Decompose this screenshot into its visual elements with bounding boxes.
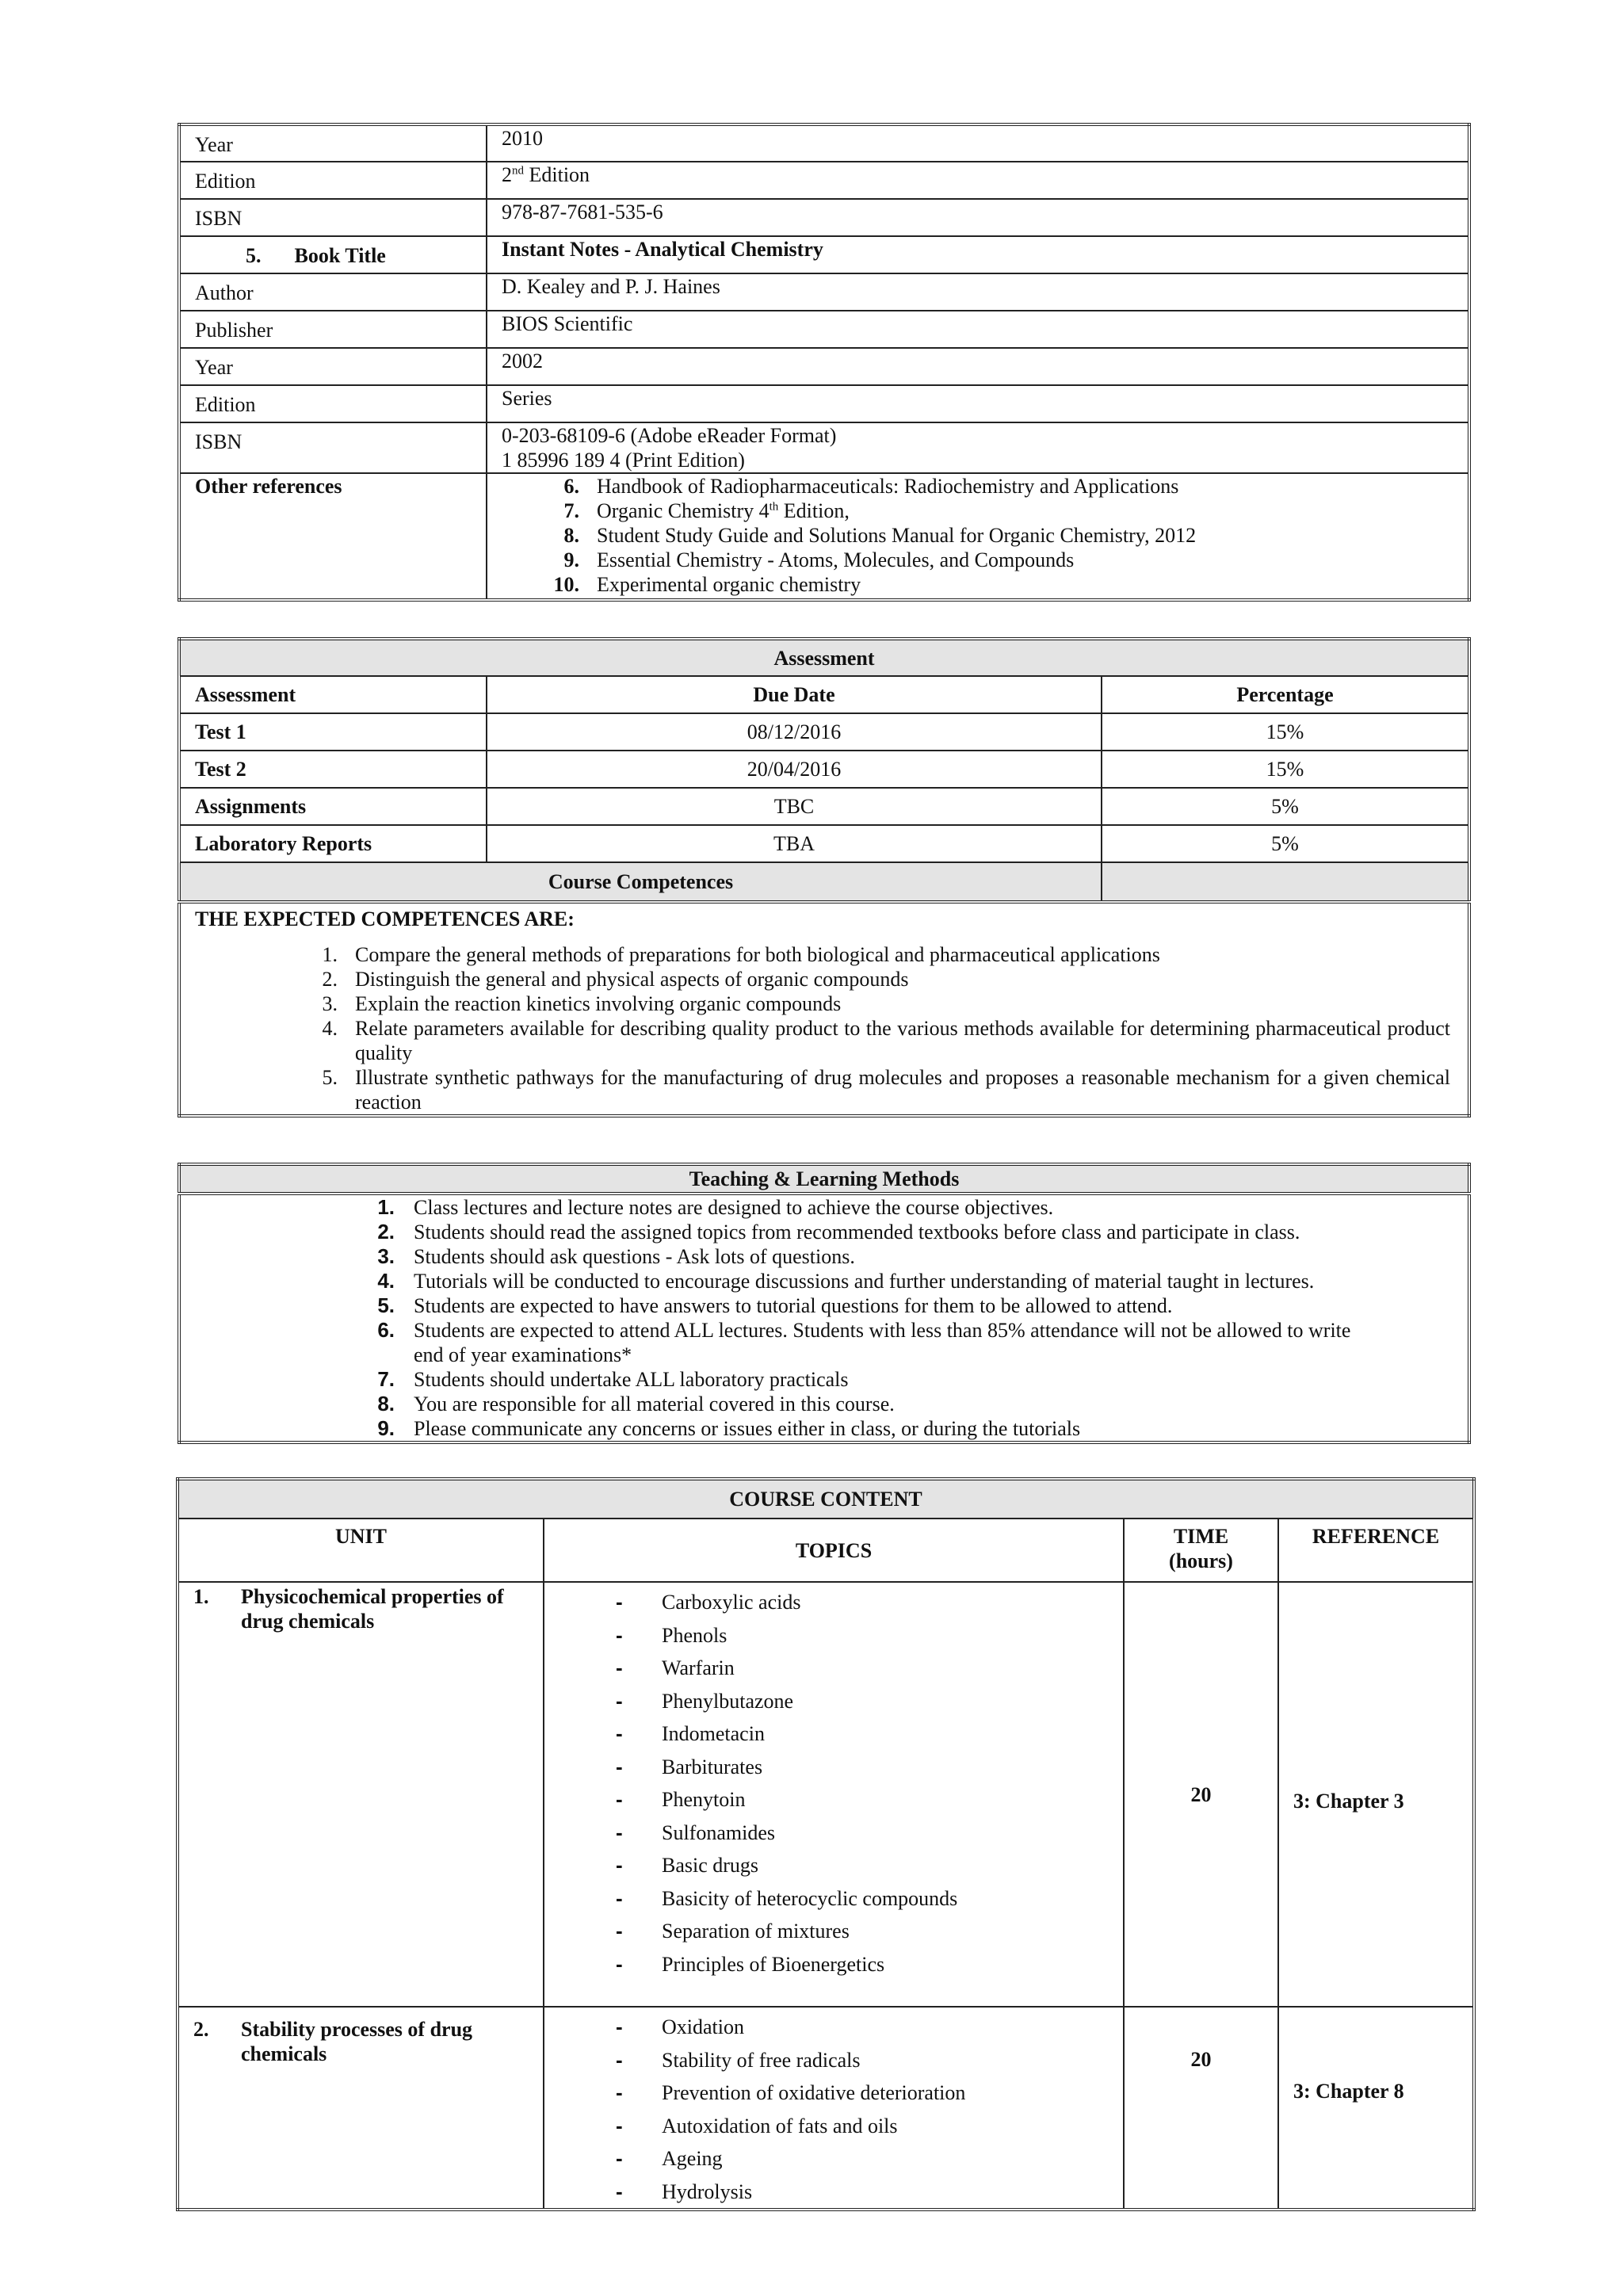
time-cell: 20 xyxy=(1124,2007,1278,2210)
course-content-header-row xyxy=(178,1519,1474,1582)
book-info-row xyxy=(179,311,1469,348)
book-info-label: ISBN xyxy=(179,422,487,473)
book-info-row xyxy=(179,422,1469,473)
reference-cell: 3: Chapter 8 xyxy=(1278,2007,1474,2210)
topic-item: - Oxidation xyxy=(616,2015,744,2039)
unit-number: 1. xyxy=(193,1585,209,1608)
topic-item: - Basicity of heterocyclic compounds xyxy=(616,1885,958,1910)
reference-item: 6. Handbook of Radiopharmaceuticals: Radiochemistry and Applications xyxy=(563,475,1179,498)
teaching-item: 2. Students should read the assigned topics from recommended textbooks before class and participate in class. xyxy=(377,1220,1300,1244)
teaching-item: 9. Please communicate any concerns or issues either in class, or during the tutorials xyxy=(377,1416,1081,1440)
percentage-header: Percentage xyxy=(1102,676,1469,713)
unit-header: UNIT xyxy=(178,1519,544,1582)
competences-list xyxy=(195,942,1450,1114)
time-header: TIME (hours) xyxy=(1124,1519,1278,1582)
unit-cell xyxy=(178,1582,544,2007)
reference-header: REFERENCE xyxy=(1278,1519,1474,1582)
book-info-row xyxy=(179,162,1469,199)
book-info-row xyxy=(179,236,1469,273)
edition-word: Edition xyxy=(524,163,590,186)
topic-item: - Phenytoin xyxy=(616,1787,746,1812)
teaching-title-row xyxy=(179,1164,1469,1194)
teaching-item: 1. Class lectures and lecture notes are designed to achieve the course objectives. xyxy=(377,1195,1054,1219)
topic-item: - Barbiturates xyxy=(616,1754,763,1778)
topic-item: - Phenols xyxy=(616,1622,727,1647)
course-content-table xyxy=(176,1477,1476,2211)
competences-row xyxy=(179,902,1469,1116)
book-title-text: Book Title xyxy=(294,244,386,267)
topic-item: - Prevention of oxidative deterioration xyxy=(616,2080,966,2105)
competence-item: 3. Explain the reaction kinetics involving organic compounds xyxy=(322,992,842,1015)
unit-name: Stability processes of drug chemicals xyxy=(241,2018,473,2065)
assessment-percentage: 5% xyxy=(1102,788,1469,825)
topic-item: - Sulfonamides xyxy=(616,1820,775,1844)
book-info-value xyxy=(487,422,1469,473)
teaching-list-row xyxy=(179,1194,1469,1442)
reference-cell: 3: Chapter 3 xyxy=(1278,1582,1474,2007)
topic-item: - Warfarin xyxy=(616,1656,735,1680)
assessment-percentage: 5% xyxy=(1102,825,1469,862)
course-content-title: COURSE CONTENT xyxy=(178,1479,1474,1519)
teaching-item: 7. Students should undertake ALL laboratory practicals xyxy=(377,1367,849,1391)
topic-item: - Hydrolysis xyxy=(616,2179,753,2203)
book-info-value: BIOS Scientific xyxy=(487,311,1469,348)
assessment-date: 08/12/2016 xyxy=(487,713,1102,751)
assessment-name: Assignments xyxy=(179,788,487,825)
topic-item: - Basic drugs xyxy=(616,1853,759,1878)
book-info-label: Year xyxy=(179,124,487,162)
competences-title: Course Competences xyxy=(179,862,1102,902)
competence-item: 4. Relate parameters available for describing quality product to the various methods available for determining pharmaceutical product quality xyxy=(322,1017,1450,1064)
teaching-methods-table xyxy=(178,1163,1471,1444)
book-info-table xyxy=(178,123,1471,602)
assessment-percentage: 15% xyxy=(1102,751,1469,788)
assessment-date: 20/04/2016 xyxy=(487,751,1102,788)
reference-item: 9. Essential Chemistry - Atoms, Molecules, and Compounds xyxy=(563,548,1075,571)
competence-item: 2. Distinguish the general and physical aspects of organic compounds xyxy=(322,968,909,991)
book-title-value: Instant Notes - Analytical Chemistry xyxy=(487,236,1469,273)
other-references-list xyxy=(487,473,1469,600)
time-cell: 20 xyxy=(1124,1582,1278,2007)
book-number: 5. xyxy=(246,244,262,267)
assessment-percentage: 15% xyxy=(1102,713,1469,751)
topic-item: - Carboxylic acids xyxy=(616,1590,801,1614)
other-references-label: Other references xyxy=(179,473,487,600)
topic-item: - Autoxidation of fats and oils xyxy=(616,2113,898,2137)
assessment-row xyxy=(179,751,1469,788)
competences-title-row xyxy=(179,862,1469,902)
competences-cell xyxy=(179,902,1469,1116)
book-info-label: ISBN xyxy=(179,199,487,236)
teaching-item: 5. Students are expected to have answers to tutorial questions for them to be allowed to attend. xyxy=(377,1293,1173,1317)
topic-item: - Stability of free radicals xyxy=(616,2047,861,2072)
topics-cell xyxy=(544,2007,1124,2210)
topic-item: - Principles of Bioenergetics xyxy=(616,1951,885,1976)
book-info-value: Series xyxy=(487,385,1469,422)
topic-item: - Separation of mixtures xyxy=(616,1919,850,1943)
topic-item: - Ageing xyxy=(616,2146,723,2171)
book-info-value xyxy=(487,162,1469,199)
book-info-row xyxy=(179,199,1469,236)
book-info-label: Edition xyxy=(179,385,487,422)
unit-name: Physicochemical properties of drug chemicals xyxy=(241,1585,504,1633)
course-content-title-row xyxy=(178,1479,1474,1519)
topic-item: - Phenylbutazone xyxy=(616,1688,794,1713)
book-info-label: Year xyxy=(179,348,487,385)
book-info-row xyxy=(179,385,1469,422)
assessment-title-row xyxy=(179,639,1469,676)
edition-number: 2 xyxy=(502,163,512,186)
book-info-value: 2002 xyxy=(487,348,1469,385)
assessment-title: Assessment xyxy=(179,639,1469,676)
competences-intro: THE EXPECTED COMPETENCES ARE: xyxy=(195,907,575,930)
teaching-list xyxy=(179,1194,1469,1442)
book-info-label: Publisher xyxy=(179,311,487,348)
assessment-row xyxy=(179,788,1469,825)
assessment-date: TBA xyxy=(487,825,1102,862)
book-info-value: 978-87-7681-535-6 xyxy=(487,199,1469,236)
teaching-item: 8. You are responsible for all material covered in this course. xyxy=(377,1392,895,1415)
reference-item: 7. Organic Chemistry 4th Edition, xyxy=(563,499,850,522)
isbn-ereader: 0-203-68109-6 (Adobe eReader Format) xyxy=(502,424,837,447)
isbn-print: 1 85996 189 4 (Print Edition) xyxy=(502,449,745,472)
book-info-label: Edition xyxy=(179,162,487,199)
book-info-value: D. Kealey and P. J. Haines xyxy=(487,273,1469,311)
assessment-header: Assessment xyxy=(179,676,487,713)
book-title-label xyxy=(179,236,487,273)
reference-item: 10. Experimental organic chemistry xyxy=(553,573,861,596)
course-unit-row xyxy=(178,1582,1474,2007)
assessment-date: TBC xyxy=(487,788,1102,825)
competence-item: 5. Illustrate synthetic pathways for the manufacturing of drug molecules and proposes a reasonable mechanism for a given chemical reaction xyxy=(322,1066,1450,1114)
assessment-name: Test 1 xyxy=(179,713,487,751)
edition-suffix: nd xyxy=(512,164,524,178)
book-info-row xyxy=(179,124,1469,162)
unit-number: 2. xyxy=(193,2018,209,2041)
book-info-row xyxy=(179,348,1469,385)
assessment-name: Test 2 xyxy=(179,751,487,788)
topics-cell xyxy=(544,1582,1124,2007)
teaching-item: 3. Students should ask questions - Ask lots of questions. xyxy=(377,1244,855,1268)
teaching-title: Teaching & Learning Methods xyxy=(179,1164,1469,1194)
assessment-row xyxy=(179,825,1469,862)
other-references-row xyxy=(179,473,1469,600)
book-info-row xyxy=(179,273,1469,311)
unit-cell xyxy=(178,2007,544,2210)
reference-item: 8. Student Study Guide and Solutions Manual for Organic Chemistry, 2012 xyxy=(563,524,1197,547)
course-unit-row xyxy=(178,2007,1474,2210)
book-info-value: 2010 xyxy=(487,124,1469,162)
assessment-header-row xyxy=(179,676,1469,713)
assessment-table xyxy=(178,637,1471,1117)
book-info-label: Author xyxy=(179,273,487,311)
due-date-header: Due Date xyxy=(487,676,1102,713)
competences-title-blank xyxy=(1102,862,1469,902)
topic-item: - Indometacin xyxy=(616,1721,765,1746)
teaching-item: 4. Tutorials will be conducted to encourage discussions and further understanding of material taught in lectures. xyxy=(377,1269,1315,1293)
assessment-name: Laboratory Reports xyxy=(179,825,487,862)
assessment-row xyxy=(179,713,1469,751)
competence-item: 1. Compare the general methods of preparations for both biological and pharmaceutical applications xyxy=(322,943,1160,966)
topics-header: TOPICS xyxy=(544,1519,1124,1582)
teaching-item: 6. Students are expected to attend ALL lectures. Students with less than 85% attendance will not be allowed to write end of year examinations* xyxy=(377,1318,1351,1366)
